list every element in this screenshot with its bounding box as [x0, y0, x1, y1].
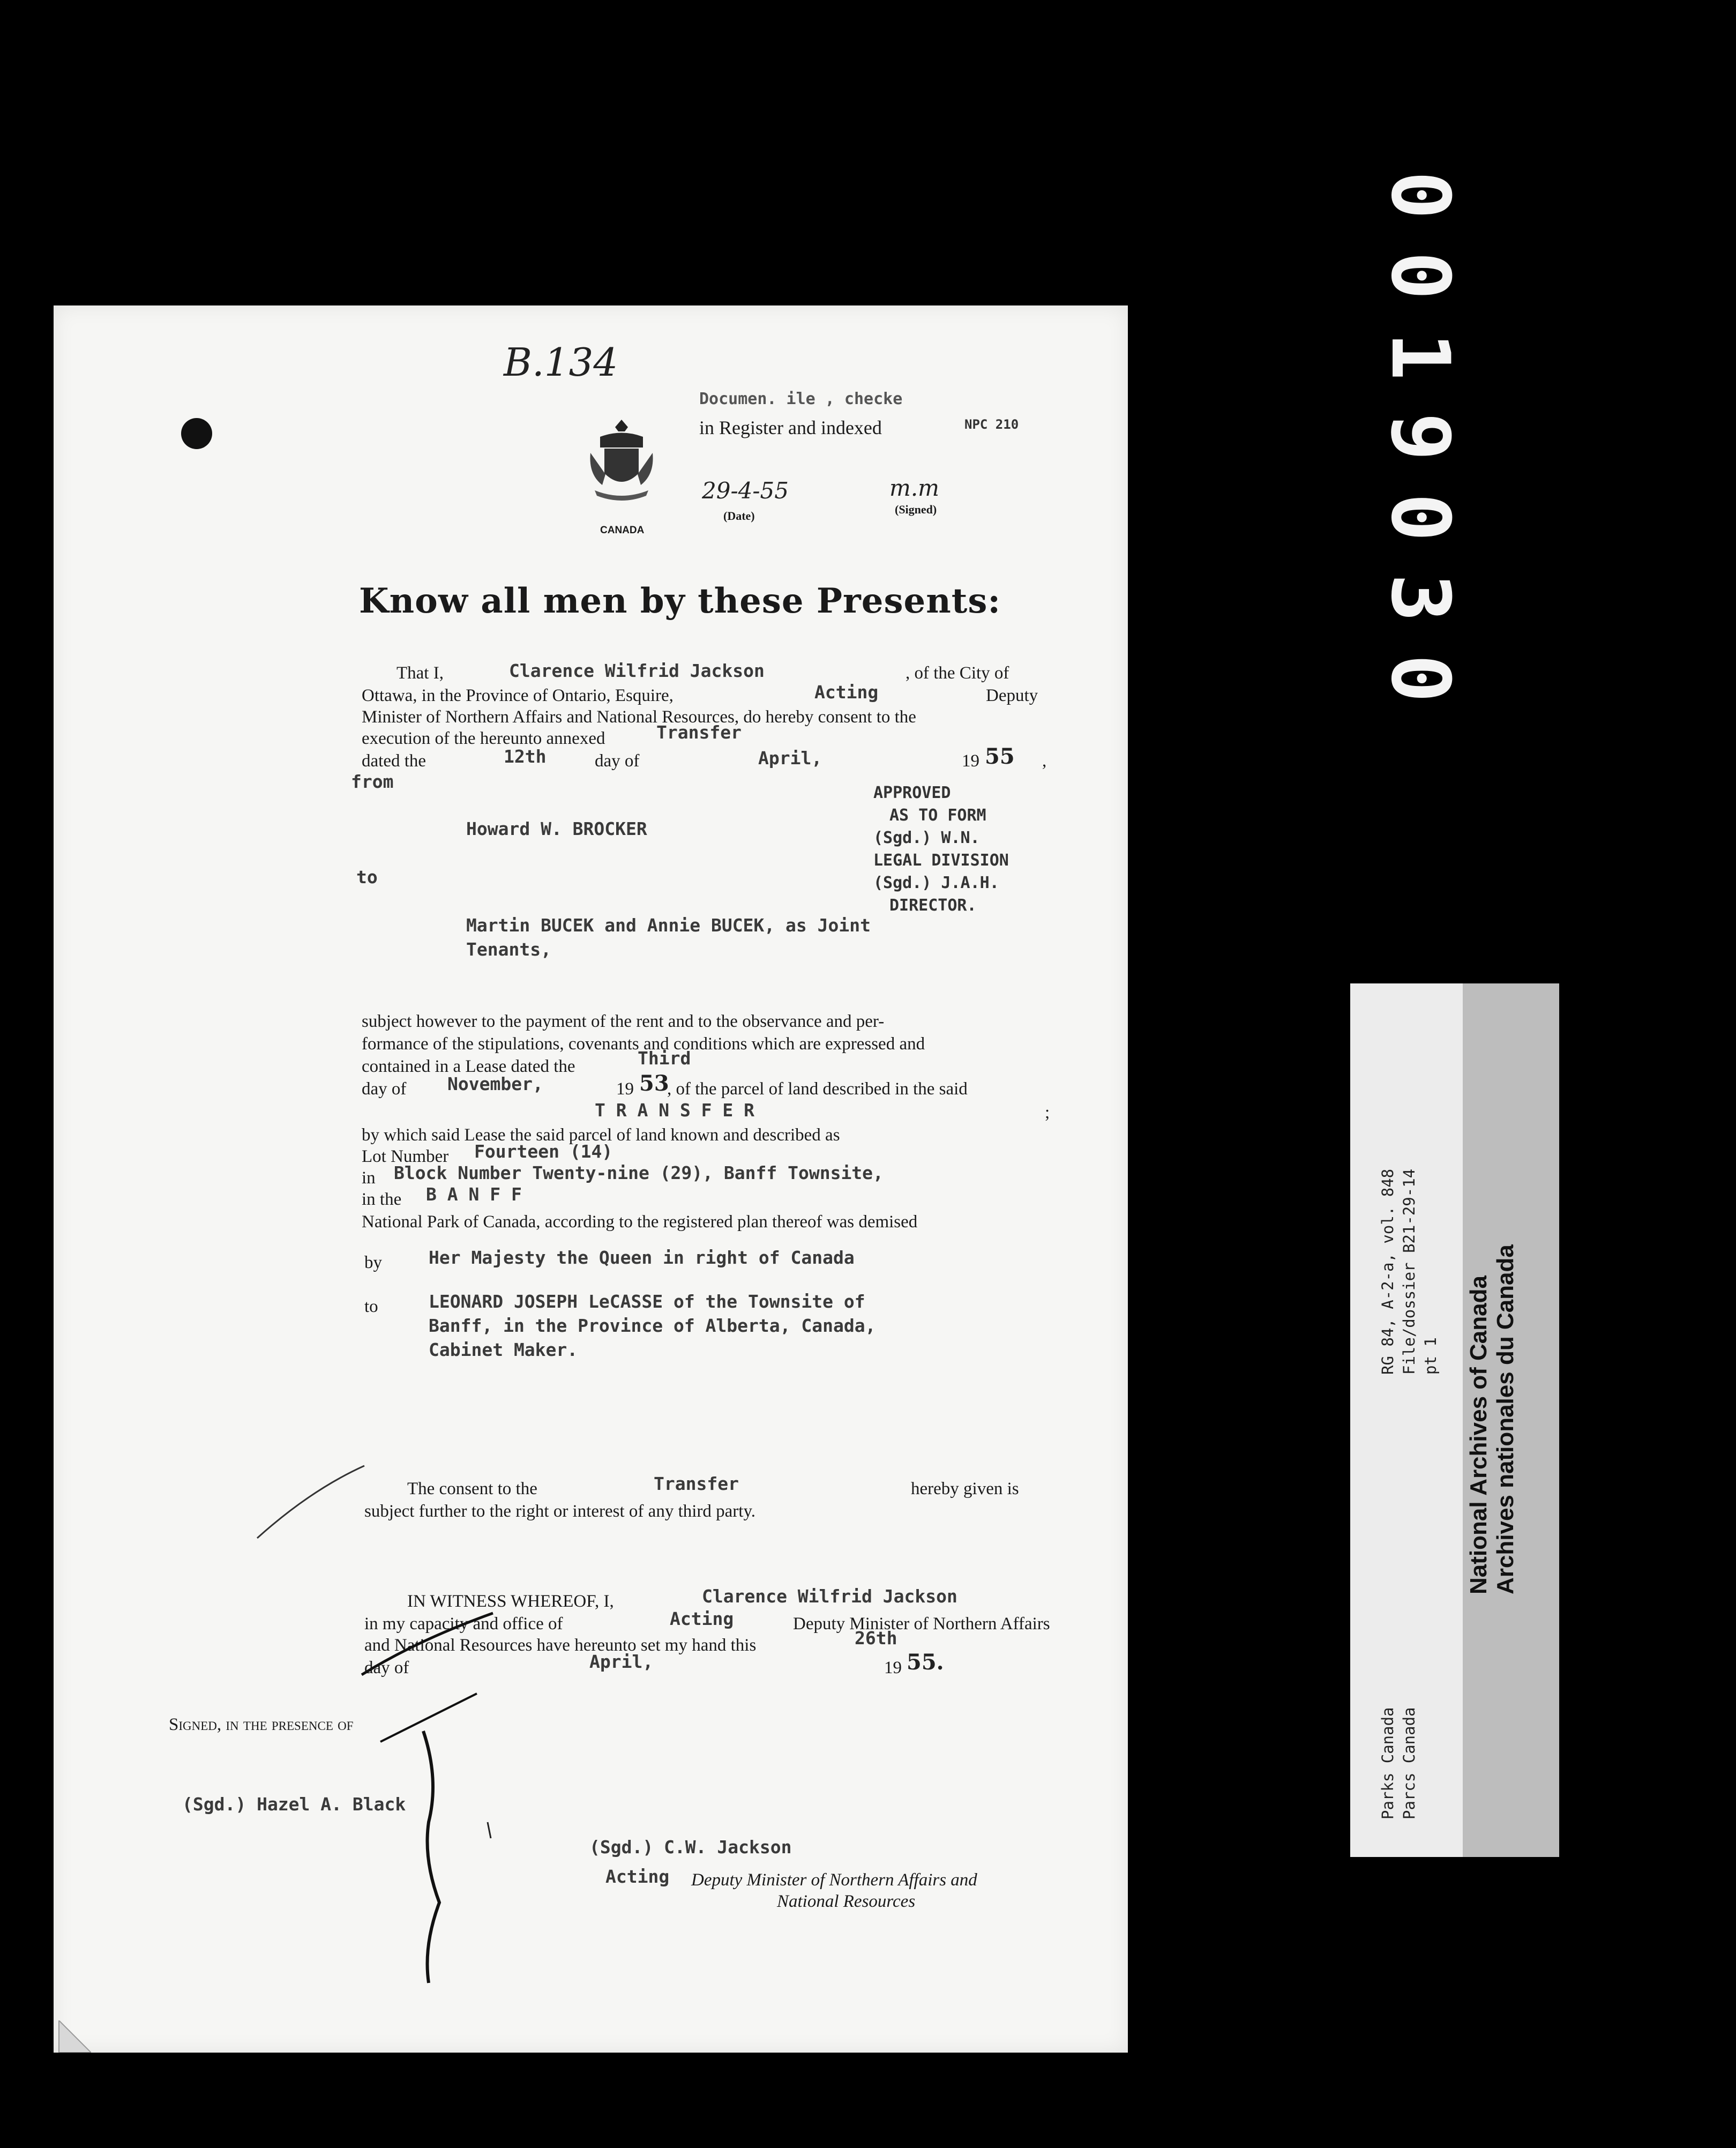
stamp-signature: m.m — [889, 475, 940, 501]
text-minister-line: Minister of Northern Affairs and National Resources, do hereby consent to the — [362, 707, 916, 727]
approval-line: DIRECTOR. — [889, 896, 977, 915]
text-lease-dated: contained in a Lease dated the — [362, 1057, 575, 1076]
comma: , — [1042, 751, 1047, 771]
lease-day: Third — [638, 1048, 691, 1069]
consenting-official-name: Clarence Wilfrid Jackson — [509, 660, 765, 681]
transferor-name: Howard W. BROCKER — [466, 818, 647, 839]
folded-corner-icon — [54, 2020, 91, 2053]
text-known-described: by which said Lease the said parcel of land known and described as — [362, 1125, 840, 1145]
lessor-name: Her Majesty the Queen in right of Canada — [429, 1247, 855, 1268]
approval-line: APPROVED — [873, 784, 951, 802]
text-performance-line: formance of the stipulations, covenants and conditions which are expressed and — [362, 1034, 925, 1054]
semicolon: ; — [1045, 1103, 1050, 1122]
lease-year-prefix: 19 — [616, 1079, 634, 1099]
archive-reference — [1377, 1169, 1441, 1375]
witness-official-name: Clarence Wilfrid Jackson — [702, 1586, 957, 1607]
lease-month: November, — [447, 1073, 543, 1094]
archives-en: National Archives of Canada — [1465, 1276, 1492, 1594]
lot-label: Lot Number — [362, 1147, 449, 1166]
approval-line: (Sgd.) J.A.H. — [873, 874, 999, 892]
signatory-title-2: National Resources — [777, 1892, 916, 1911]
instrument-type-2: Transfer — [654, 1473, 739, 1494]
in-label: in — [362, 1168, 376, 1188]
crest-caption: CANADA — [600, 525, 645, 536]
handwritten-file-number: B.134 — [504, 340, 618, 385]
text-deputy-minister: Deputy Minister of Northern Affairs — [793, 1614, 1050, 1634]
instrument-type: Transfer — [656, 722, 742, 743]
text-third-party: subject further to the right or interest of any third party. — [364, 1502, 756, 1521]
text-in-witness: IN WITNESS WHEREOF, I, — [407, 1592, 614, 1611]
lessee-line: Banff, in the Province of Alberta, Canada, — [429, 1315, 876, 1336]
transferee-line-2: Tenants, — [466, 939, 551, 960]
agency-fr: Parcs Canada — [1400, 1707, 1418, 1819]
text-that-i: That I, — [396, 663, 444, 683]
stamp-signed-label: (Signed) — [895, 503, 937, 516]
pen-marks — [54, 305, 1128, 2053]
text-national-park: National Park of Canada, according to the registered plan thereof was demised — [362, 1212, 918, 1232]
stamp-date-label: (Date) — [723, 509, 755, 523]
lot-number: Fourteen (14) — [474, 1141, 613, 1162]
text-day-of-2: day of — [362, 1079, 407, 1099]
witness-signature: (Sgd.) Hazel A. Black — [182, 1794, 406, 1815]
block-number: Block Number Twenty-nine (29), Banff Townsite, — [394, 1162, 884, 1183]
acting-title-2: Acting — [670, 1608, 734, 1629]
text-deputy: Deputy — [986, 686, 1038, 705]
frame-number — [1373, 170, 1466, 735]
instrument-spaced: T R A N S F E R — [595, 1100, 755, 1121]
acting-title: Acting — [814, 682, 879, 703]
year-prefix: 19 — [962, 751, 979, 771]
approval-line: AS TO FORM — [889, 806, 986, 825]
stamp-npc: NPC 210 — [964, 417, 1019, 432]
text-day-of: day of — [595, 751, 640, 771]
text-execution-line: execution of the hereunto annexed — [362, 729, 605, 748]
document-heading: Know all men by these Presents: — [359, 581, 1001, 621]
signed-in-presence: Signed, in the presence of — [169, 1715, 354, 1734]
document-page — [54, 305, 1128, 2053]
archives-fr: Archives nationales du Canada — [1492, 1244, 1518, 1594]
instrument-month: April, — [758, 748, 822, 769]
text-ottawa: Ottawa, in the Province of Ontario, Esquire, — [362, 686, 674, 705]
archives-name — [1465, 1244, 1519, 1594]
agency-names — [1377, 1707, 1420, 1819]
signing-year: 55. — [907, 1650, 944, 1675]
signing-month: April, — [589, 1651, 654, 1672]
punch-hole-icon — [181, 418, 212, 449]
approval-line: LEGAL DIVISION — [873, 851, 1009, 870]
stamp-line-1: Documen. ile , checke — [699, 390, 903, 408]
reference-line-3: pt 1 — [1421, 1337, 1440, 1375]
from-label: from — [351, 771, 394, 792]
signatory-title-1: Deputy Minister of Northern Affairs and — [691, 1870, 977, 1890]
lease-year: 53 — [639, 1071, 669, 1096]
signatory-name: (Sgd.) C.W. Jackson — [589, 1837, 792, 1858]
agency-en: Parks Canada — [1379, 1707, 1397, 1819]
signing-year-prefix: 19 — [884, 1658, 902, 1677]
frame-number-text: 0019030 — [1373, 170, 1466, 735]
park-name: B A N F F — [426, 1184, 522, 1205]
text-consent-to: The consent to the — [407, 1479, 537, 1498]
signatory-acting: Acting — [605, 1866, 670, 1887]
text-dated-the: dated the — [362, 751, 426, 771]
instrument-day: 12th — [504, 746, 547, 767]
text-of-city: , of the City of — [906, 663, 1009, 683]
in-the-label: in the — [362, 1190, 402, 1209]
text-subject-line: subject however to the payment of the rent and to the observance and per- — [362, 1012, 885, 1031]
lessee-line: LEONARD JOSEPH LeCASSE of the Townsite of — [429, 1291, 865, 1312]
stamp-line-2: in Register and indexed — [699, 417, 882, 438]
text-parcel: , of the parcel of land described in the said — [667, 1079, 968, 1099]
signing-day: 26th — [855, 1628, 897, 1649]
instrument-year: 55 — [985, 744, 1015, 769]
archive-label — [1350, 983, 1559, 1857]
to-label: to — [356, 867, 378, 887]
reference-line-2: File/dossier B21-29-14 — [1400, 1168, 1418, 1375]
text-day-of-3: day of — [364, 1658, 409, 1677]
to-label-2: to — [364, 1297, 378, 1316]
approval-line: (Sgd.) W.N. — [873, 829, 980, 847]
lessee-line: Cabinet Maker. — [429, 1339, 578, 1360]
text-hereby-given: hereby given is — [911, 1479, 1019, 1498]
text-set-my-hand: and National Resources have hereunto set my hand this — [364, 1636, 757, 1655]
by-label: by — [364, 1253, 382, 1272]
transferee-line-1: Martin BUCEK and Annie BUCEK, as Joint — [466, 915, 871, 936]
stamp-date-handwritten: 29-4-55 — [702, 478, 789, 504]
text-capacity: in my capacity and office of — [364, 1614, 563, 1634]
reference-line-1: RG 84, A-2-a, vol. 848 — [1379, 1168, 1397, 1375]
